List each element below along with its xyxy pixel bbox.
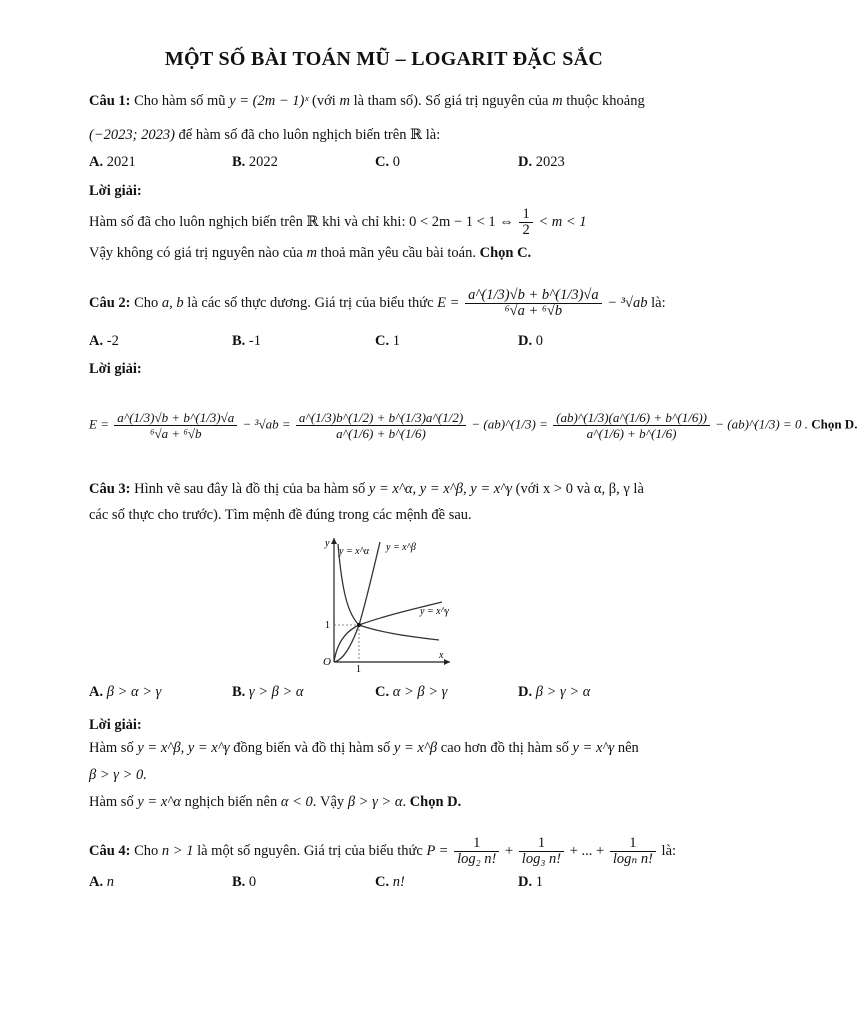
q3-option-d[interactable]: D. β > γ > α [518,684,591,700]
q1-option-b[interactable]: B. 2022 [232,154,278,170]
q3-statement-line2: các số thực cho trước). Tìm mệnh đề đúng trong các mệnh đề sau. [89,507,472,523]
label-gamma: y = x^γ [420,606,449,617]
q1-text: thuộc khoảng [566,93,645,109]
q3-graph-figure [304,532,454,675]
q1-text: (với [312,93,336,109]
origin-label: O [323,656,331,668]
axis-label-y: y [325,538,330,549]
q2-option-a[interactable]: A. -2 [89,333,119,349]
q1-interval: (−2023; 2023) [89,127,175,143]
curve-beta [334,542,380,662]
intersection-point [357,623,361,627]
x-axis-arrow [444,659,450,665]
q3-solution-label: Lời giải: [89,717,142,733]
q1-formula: y = (2m − 1)ˣ [229,93,309,109]
q1-option-d[interactable]: D. 2023 [518,154,565,170]
q1-text: là tham số). Số giá trị nguyên của [353,93,549,109]
q3-solution-line3: Hàm số y = x^α nghịch biến nên α < 0. Vậy β > γ > α. Chọn D. [89,794,462,810]
q1-var: m [339,93,350,109]
q1-var: m [552,93,563,109]
q2-option-b[interactable]: B. -1 [232,333,262,349]
q1-text: Cho hàm số mũ [134,93,226,109]
q4-option-d[interactable]: D. 1 [518,874,543,890]
q4-option-c[interactable]: C. n! [375,874,405,890]
q4-option-a[interactable]: A. n [89,874,114,890]
q1-solution-line1: Hàm số đã cho luôn nghịch biến trên ℝ khi và chỉ khi: 0 < 2m − 1 < 1 ⇔ $\frac{1}{2}$ < m < 1 [89,206,587,238]
q1-label: Câu 1: [89,93,131,109]
q3-solution-line1: Hàm số y = x^β, y = x^γ đồng biến và đồ thị hàm số y = x^β cao hơn đồ thị hàm số y = x^γ nên [89,740,639,756]
q2-statement: Câu 2: Cho a, b là các số thực dương. Giá trị của biểu thức E = $\frac{a\^{}(1/3)√b + b\^{}(1/3)√a}{\text{⁶√a + ⁶√b}}$ − ³√ab là: [89,287,666,319]
q3-label: Câu 3: [89,481,131,497]
q4-option-b[interactable]: B. 0 [232,874,257,890]
q1-solution-line2: Vậy không có giá trị nguyên nào của m thoả mãn yêu cầu bài toán. Chọn C. [89,245,532,261]
q1-solution-label: Lời giải: [89,183,142,199]
q2-label: Câu 2: [89,294,131,311]
q3-option-a[interactable]: A. β > α > γ [89,684,162,700]
axis-label-x: x [439,650,444,661]
y-axis-arrow [331,538,337,544]
q4-label: Câu 4: [89,842,131,859]
q1-statement-line2 [89,126,440,144]
label-alpha: y = x^α [339,546,370,557]
q3-option-b[interactable]: B. γ > β > α [232,684,304,700]
q3-solution-line2: β > γ > 0. [89,767,147,783]
page-title: MỘT SỐ BÀI TOÁN MŨ – LOGARIT ĐẶC SẮC [164,48,604,70]
tick-label-y1: 1 [325,620,330,631]
q4-statement: Câu 4: Cho n > 1 là một số nguyên. Giá trị của biểu thức P = $\frac{1}{\text{log₂ n!}}$ + $\frac{1}{\text{log₃ n!}}$ + ... + $\frac{1}{\text{logₙ n!}}$ là: [89,835,677,867]
q2-option-c[interactable]: C. 1 [375,333,400,349]
q1-option-c[interactable]: C. 0 [375,154,400,170]
q1-option-a[interactable]: A. 2021 [89,154,136,170]
q2-option-d[interactable]: D. 0 [518,333,543,349]
q2-solution-label: Lời giải: [89,361,142,377]
q1-statement-line1 [89,92,645,110]
q2-expression-fraction: $\frac{a\^{}(1/3)√b + b\^{}(1/3)√a}{\text{⁶√a + ⁶√b}}$ [465,288,602,319]
tick-label-x1: 1 [356,664,361,675]
q3-graph-svg [304,532,454,675]
q3-option-c[interactable]: C. α > β > γ [375,684,448,700]
q2-solution-line: E = $\frac{a\^{}(1/3)√b + b\^{}(1/3)√a}{\text{⁶√a + ⁶√b}}$ − ³√ab = $\frac{a\^{}(1/3)b\^{}(1/2) + b\^{}(1/3)a\^{}(1/2)}{a\^{}(1/6) + b\^{}(1/6)}$ − (ab)^(1/3) = $\frac{(ab)\^{}(1/3)(a\^{}(1/6) + b\^{}(1/6))}{a\^{}(1/6) + b\^{}(1/6)}$ − (ab)^(1/3) = 0 . Chọn D. [89,410,857,441]
label-beta: y = x^β [386,542,416,553]
q3-statement-line1: Câu 3: Hình vẽ sau đây là đồ thị của ba hàm số y = x^α, y = x^β, y = x^γ (với x > 0 và α, β, γ là [89,481,644,497]
curve-alpha [338,544,439,640]
q1-text: để hàm số đã cho luôn nghịch biến trên ℝ là: [178,127,441,143]
